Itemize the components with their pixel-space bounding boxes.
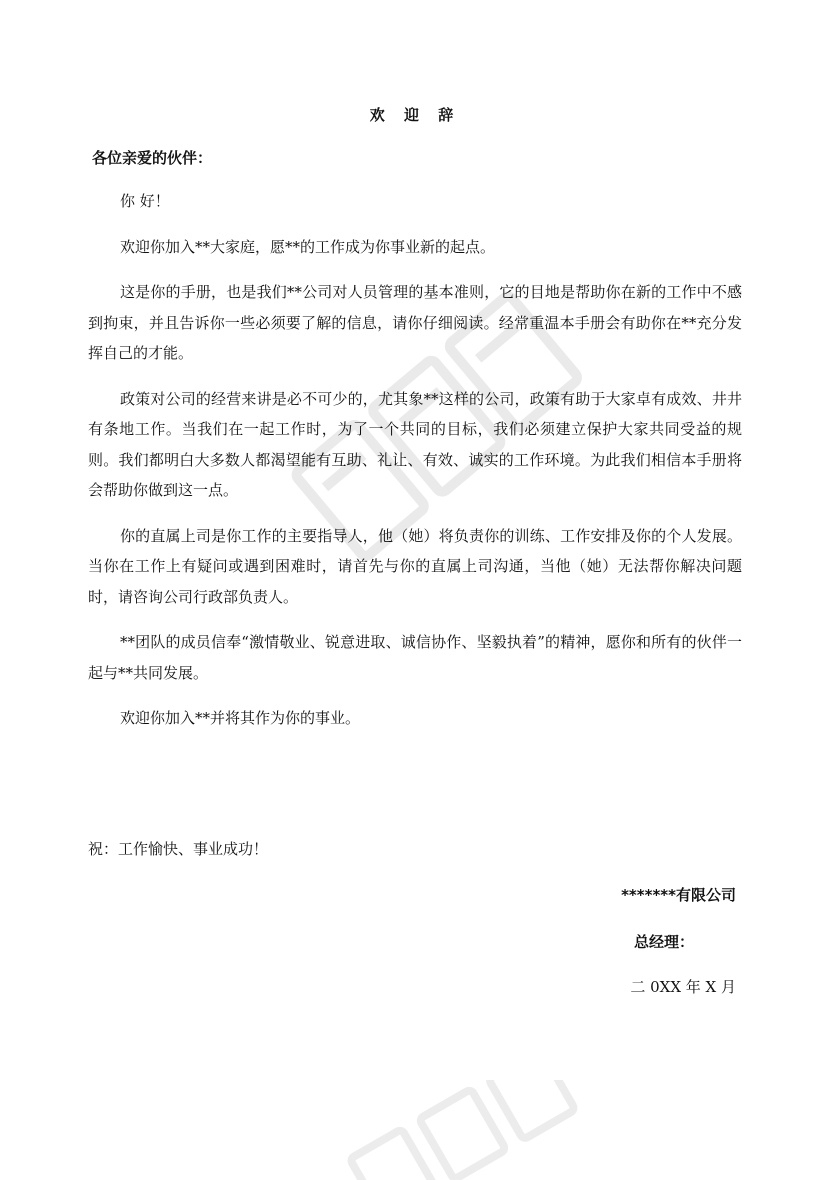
paragraph: 欢迎你加入**大家庭，愿**的工作成为你事业新的起点。: [120, 237, 496, 256]
signature-manager: 总经理：: [633, 933, 694, 951]
signature-date: 二 0XX 年 X 月: [630, 978, 736, 996]
salutation: 各位亲爱的伙伴：: [92, 149, 213, 167]
paragraph: 这是你的手册，也是我们**公司对人员管理的基本准则，它的目地是帮助你在新的工作中不感到拘束，并且告诉你一些必须要了解的信息，请你仔细阅读。经常重温本手册会有助你在**充分发挥自己的才能。: [88, 283, 742, 362]
paragraph: 你的直属上司是你工作的主要指导人，他（她）将负责你的训练、工作安排及你的个人发展。当你在工作上有疑问或遇到困难时，请首先与你的直属上司沟通，当他（她）无法帮你解决问题时，请咨询公司行政部负责人。: [88, 526, 742, 606]
signature-company: *******有限公司: [621, 886, 736, 904]
watermark-footer-icon: [330, 1080, 590, 1180]
page-title: 欢 迎 辞: [369, 106, 461, 124]
paragraph: 欢迎你加入**并将其作为你的事业。: [120, 709, 361, 727]
paragraph: 你 好！: [120, 192, 170, 210]
closing-wish: 祝：工作愉快、事业成功！: [88, 840, 269, 858]
paragraph: 政策对公司的经营来讲是必不可少的，尤其象**这样的公司，政策有助于大家卓有成效、井井有条地工作。当我们在一起工作时，为了一个共同的目标，我们必须建立保护大家共同受益的规则。我们都明白大多数人都渴望能有互助、礼让、有效、诚实的工作环境。为此我们相信本手册将会帮助你做到这一点。: [88, 389, 742, 499]
paragraph: **团队的成员信奉“激情敬业、锐意进取、诚信协作、坚毅执着”的精神，愿你和所有的伙伴一起与**共同发展。: [88, 633, 742, 682]
letter-body: [88, 186, 742, 749]
